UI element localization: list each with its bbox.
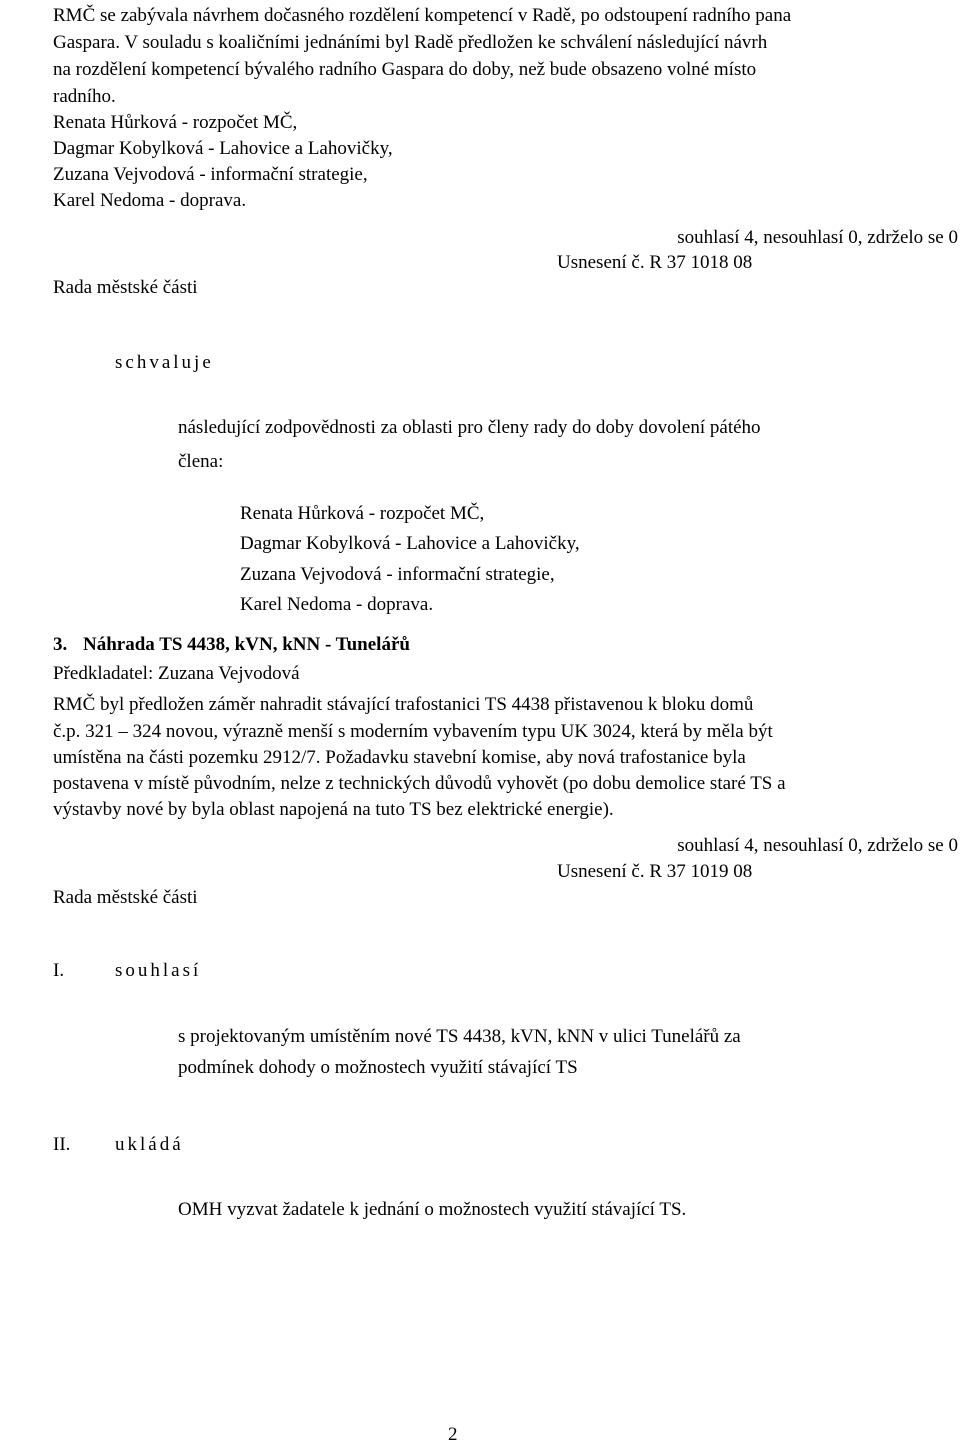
intro-member: Renata Hůrková - rozpočet MČ, — [53, 112, 298, 133]
section-text-line: postavena v místě původním, nelze z technických důvodů vyhovět (po dobu demolice staré TS a — [53, 773, 786, 794]
council-heading: Rada městské části — [53, 277, 198, 298]
resolution-verb: ukládá — [115, 1134, 184, 1155]
intro-line: RMČ se zabývala návrhem dočasného rozdělení kompetencí v Radě, po odstoupení radního pana — [53, 5, 792, 26]
section-text-line: RMČ byl předložen záměr nahradit stávající trafostanici TS 4438 přistavenou k bloku domů — [53, 694, 754, 715]
resolution-number: Usnesení č. R 37 1018 08 — [557, 252, 753, 273]
intro-line: Gaspara. V souladu s koaličními jednáními byl Radě předložen ke schválení následující návrh — [53, 32, 768, 53]
resolution-member: Dagmar Kobylková - Lahovice a Lahovičky, — [240, 533, 580, 554]
resolution-member: Renata Hůrková - rozpočet MČ, — [240, 503, 485, 524]
resolution-member: Zuzana Vejvodová - informační strategie, — [240, 564, 555, 585]
resolution-text: OMH vyzvat žadatele k jednání o možnostech využití stávající TS. — [178, 1199, 687, 1220]
section-title: Náhrada TS 4438, kVN, kNN - Tunelářů — [83, 634, 410, 655]
resolution-text: následující zodpovědnosti za oblasti pro členy rady do doby dovolení pátého — [178, 417, 761, 438]
resolution-text: podmínek dohody o možnostech využití stávající TS — [178, 1057, 578, 1078]
intro-line: radního. — [53, 86, 116, 107]
resolution-text: s projektovaným umístěním nové TS 4438, kVN, kNN v ulici Tunelářů za — [178, 1026, 741, 1047]
vote-result: souhlasí 4, nesouhlasí 0, zdrželo se 0 — [677, 227, 958, 248]
resolution-number: Usnesení č. R 37 1019 08 — [557, 861, 753, 882]
intro-member: Karel Nedoma - doprava. — [53, 190, 247, 211]
resolution-text: člena: — [178, 451, 224, 472]
page-number: 2 — [448, 1424, 458, 1445]
section-number: 3. — [53, 634, 68, 655]
vote-result: souhlasí 4, nesouhlasí 0, zdrželo se 0 — [677, 835, 958, 856]
part-numeral: II. — [53, 1134, 71, 1155]
resolution-member: Karel Nedoma - doprava. — [240, 594, 434, 615]
section-text-line: výstavby nové by byla oblast napojená na tuto TS bez elektrické energie). — [53, 799, 614, 820]
section-text-line: umístěna na části pozemku 2912/7. Požadavku stavební komise, aby nová trafostanice byla — [53, 747, 746, 768]
intro-member: Dagmar Kobylková - Lahovice a Lahovičky, — [53, 138, 393, 159]
section-presenter: Předkladatel: Zuzana Vejvodová — [53, 663, 300, 684]
council-heading: Rada městské části — [53, 887, 198, 908]
resolution-verb: souhlasí — [115, 960, 202, 981]
intro-member: Zuzana Vejvodová - informační strategie, — [53, 164, 368, 185]
intro-line: na rozdělení kompetencí bývalého radního Gaspara do doby, než bude obsazeno volné místo — [53, 59, 757, 80]
resolution-verb: schvaluje — [115, 352, 214, 373]
part-numeral: I. — [53, 960, 65, 981]
section-text-line: č.p. 321 – 324 novou, výrazně menší s moderním vybavením typu UK 3024, která by měla být — [53, 721, 773, 742]
